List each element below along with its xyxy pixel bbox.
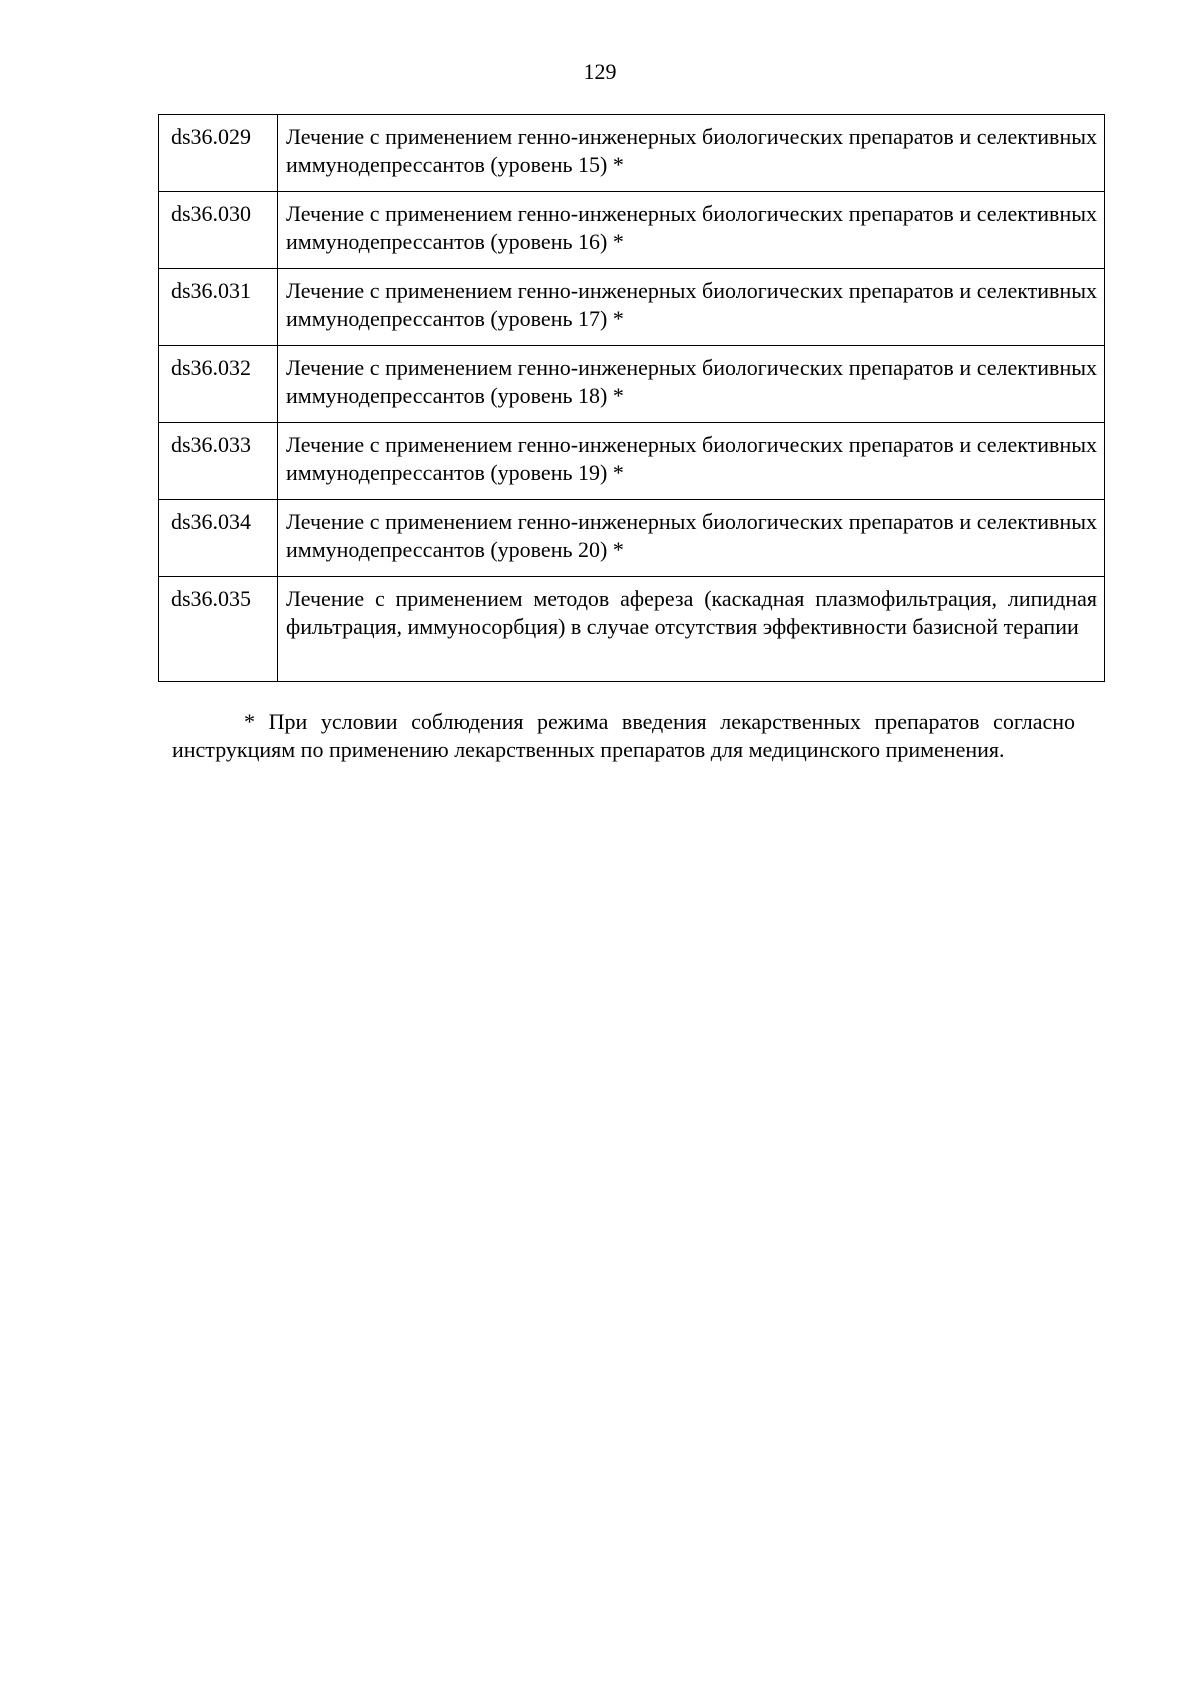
table-row [159,346,1105,423]
page-number: 129 [583,59,617,84]
code-cell: ds36.032 [159,346,278,423]
table-row [159,500,1105,577]
description-cell: Лечение с применением генно-инженерных биологических препаратов и селективных иммунодепрессантов (уровень 16) * [278,192,1105,269]
code-cell: ds36.033 [159,423,278,500]
description-cell: Лечение с применением генно-инженерных биологических препаратов и селективных иммунодепрессантов (уровень 18) * [278,346,1105,423]
table-row [159,115,1105,192]
code-cell: ds36.034 [159,500,278,577]
table-row [159,192,1105,269]
table-row [159,577,1105,682]
footnote: * При условии соблюдения режима введения лекарственных препаратов согласно инструкциям по применению лекарственных препаратов для медицинского применения. [172,709,1075,762]
description-cell: Лечение с применением генно-инженерных биологических препаратов и селективных иммунодепрессантов (уровень 17) * [278,269,1105,346]
description-cell: Лечение с применением генно-инженерных биологических препаратов и селективных иммунодепрессантов (уровень 20) * [278,500,1105,577]
description-cell: Лечение с применением методов афереза (каскадная плазмофильтрация, липидная фильтрация, иммуносорбция) в случае отсутствия эффективности базисной терапии [278,577,1105,682]
code-cell: ds36.035 [159,577,278,682]
table-row [159,269,1105,346]
table-row [159,423,1105,500]
code-cell: ds36.031 [159,269,278,346]
codes-table [158,114,1105,682]
code-cell: ds36.029 [159,115,278,192]
description-cell: Лечение с применением генно-инженерных биологических препаратов и селективных иммунодепрессантов (уровень 15) * [278,115,1105,192]
description-cell: Лечение с применением генно-инженерных биологических препаратов и селективных иммунодепрессантов (уровень 19) * [278,423,1105,500]
code-cell: ds36.030 [159,192,278,269]
